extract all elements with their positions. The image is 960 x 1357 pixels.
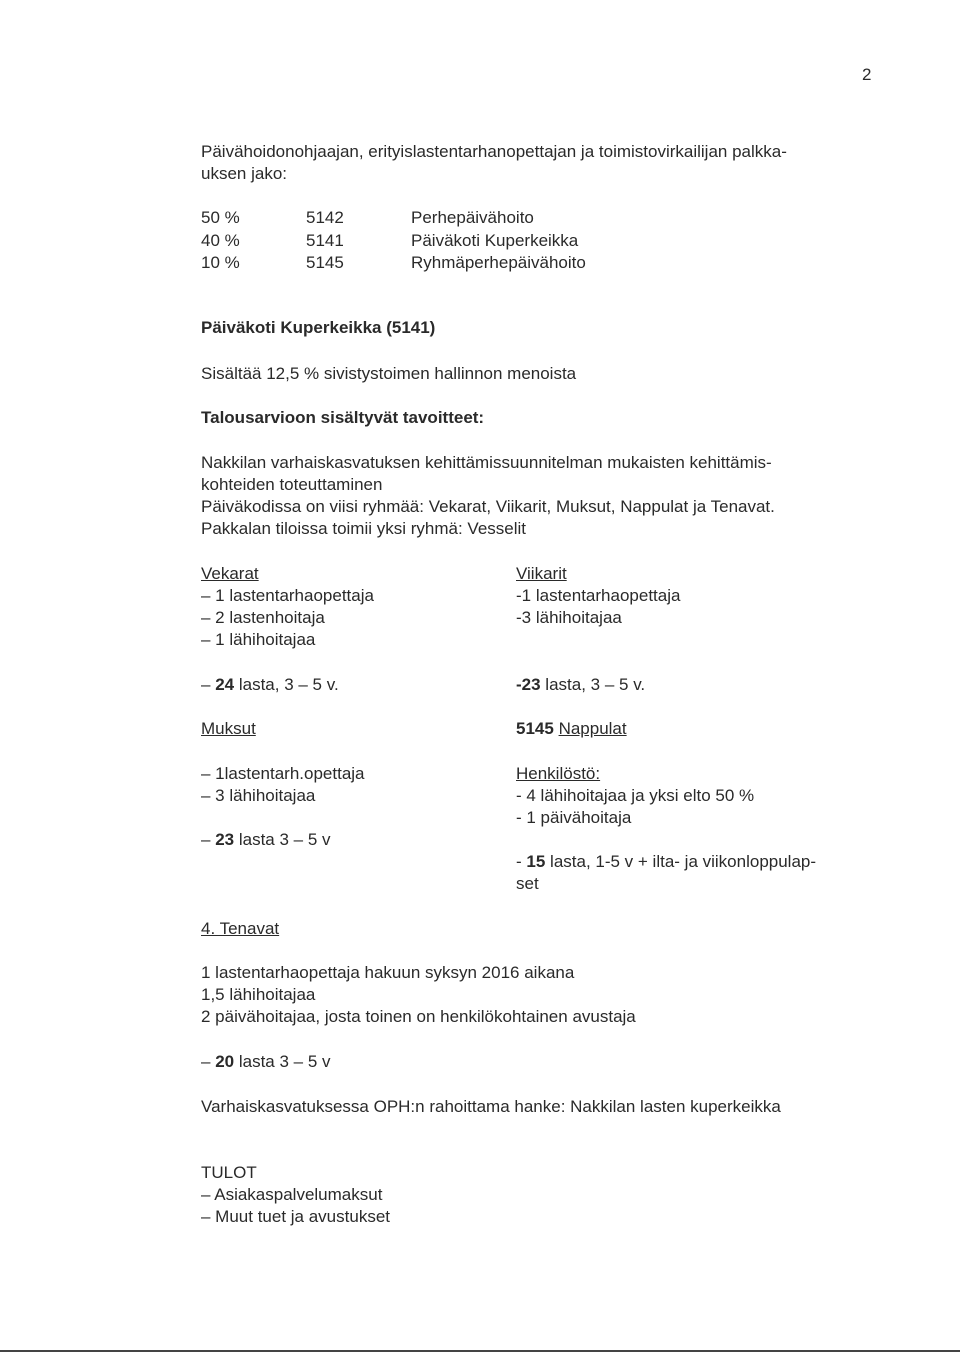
children-count-vekarat: – 24 lasta, 3 – 5 v. [201,675,339,694]
staff-item: 1,5 lähihoitajaa [201,985,316,1004]
page-bottom-edge [0,1350,960,1352]
staff-item: 1 lastentarhaopettaja hakuun syksyn 2016 aikana [201,963,575,982]
group-title-muksut: Muksut [201,719,256,738]
allocation-code: 5145 [306,253,344,272]
goals-line-4: Pakkalan tiloissa toimii yksi ryhmä: Vesselit [201,519,527,538]
staff-item: – 2 lastenhoitaja [201,608,325,627]
staff-item: - 1 päivähoitaja [516,808,632,827]
staff-item: – 1lastentarh.opettaja [201,764,365,783]
children-count-nappulat: - 15 lasta, 1-5 v + ilta- ja viikonloppulap- [516,852,817,871]
staff-item: – 3 lähihoitajaa [201,786,316,805]
allocation-code: 5141 [306,231,344,250]
income-title: TULOT [201,1163,257,1182]
allocation-pct: 40 % [201,231,240,250]
allocation-unit: Päiväkoti Kuperkeikka [411,231,579,250]
allocation-pct: 50 % [201,208,240,227]
allocation-unit: Perhepäivähoito [411,208,534,227]
allocation-unit: Ryhmäperhepäivähoito [411,253,586,272]
goals-line-1: Nakkilan varhaiskasvatuksen kehittämissuunnitelman mukaisten kehittämis- [201,453,772,472]
children-count-muksut: – 23 lasta 3 – 5 v [201,830,331,849]
section-title: Päiväkoti Kuperkeikka (5141) [201,318,436,337]
staff-item: - 4 lähihoitajaa ja yksi elto 50 % [516,786,755,805]
staff-item: -3 lähihoitajaa [516,608,622,627]
staff-item: – 1 lähihoitajaa [201,630,316,649]
children-count-viikarit: -23 lasta, 3 – 5 v. [516,675,646,694]
staff-heading: Henkilöstö: [516,764,601,783]
staff-item: – 1 lastentarhaopettaja [201,586,374,605]
group-title-nappulat: 5145 Nappulat [516,719,627,738]
includes-text: Sisältää 12,5 % sivistystoimen hallinnon menoista [201,364,577,383]
goals-title: Talousarvioon sisältyvät tavoitteet: [201,408,485,427]
page-number: 2 [862,65,872,84]
group-title-tenavat: 4. Tenavat [201,919,280,938]
intro-line-1: Päivähoidonohjaajan, erityislastentarhanopettajan ja toimistovirkailijan palkka- [201,142,787,161]
group-title-viikarit: Viikarit [516,564,567,583]
children-count-nappulat-cont: set [516,874,539,893]
income-item: – Asiakaspalvelumaksut [201,1185,383,1204]
children-count-tenavat: – 20 lasta 3 – 5 v [201,1052,331,1071]
project-text: Varhaiskasvatuksessa OPH:n rahoittama hanke: Nakkilan lasten kuperkeikka [201,1097,781,1116]
intro-line-2: uksen jako: [201,164,287,183]
allocation-code: 5142 [306,208,344,227]
staff-item: 2 päivähoitajaa, josta toinen on henkilökohtainen avustaja [201,1007,636,1026]
group-title-vekarat: Vekarat [201,564,259,583]
staff-item: -1 lastentarhaopettaja [516,586,681,605]
goals-line-2: kohteiden toteuttaminen [201,475,383,494]
income-item: – Muut tuet ja avustukset [201,1207,390,1226]
allocation-pct: 10 % [201,253,240,272]
goals-line-3: Päiväkodissa on viisi ryhmää: Vekarat, Viikarit, Muksut, Nappulat ja Tenavat. [201,497,775,516]
